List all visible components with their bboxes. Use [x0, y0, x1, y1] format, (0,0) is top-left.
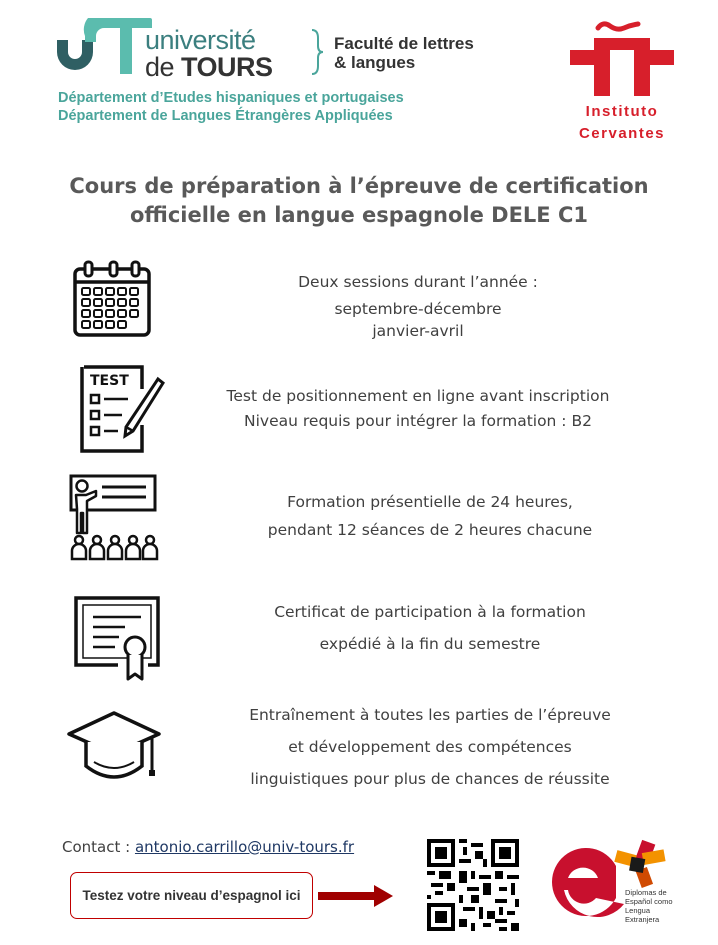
title-line2: officielle en langue espagnole DELE C1 [130, 203, 588, 227]
svg-text:TEST: TEST [90, 373, 129, 389]
row-sessions [180, 271, 656, 342]
dele-line: Extranjera [625, 915, 660, 924]
calendar-icon [72, 260, 152, 338]
row-certificate-line: Certificat de participation à la formation [274, 603, 586, 621]
row-sessions-line: janvier-avril [372, 322, 464, 340]
row-sessions-line: Deux sessions durant l’année : [298, 273, 538, 291]
dele-line: Diplomas de [625, 888, 667, 897]
dept-line2: Département de Langues Étrangères Appliquées [58, 108, 393, 124]
cervantes-line2: Cervantes [578, 125, 666, 142]
univ-line2 [145, 54, 273, 81]
faculty-line2: & langues [334, 53, 416, 72]
universite-tours-wordmark [145, 27, 273, 81]
contact-label: Contact : [62, 838, 135, 856]
dele-line: Español como [625, 897, 673, 906]
row-training-line: pendant 12 séances de 2 heures chacune [267, 521, 593, 539]
page-title [20, 172, 698, 230]
row-training [192, 488, 668, 544]
row-test-line: Niveau requis pour intégrer la formation : B2 [244, 412, 592, 430]
departments [58, 89, 404, 125]
contact [62, 838, 354, 856]
classroom-icon [68, 473, 160, 561]
row-preparation-line: linguistiques pour plus de chances de réussite [250, 770, 610, 788]
univ-line1: université [145, 25, 256, 55]
dele-line: Lengua [625, 906, 651, 915]
row-test-line: Test de positionnement en ligne avant inscription [226, 387, 610, 405]
title-line1: Cours de préparation à l’épreuve de certification [69, 174, 649, 198]
cervantes-line1: Instituto [585, 103, 659, 120]
cervantes-name [560, 101, 684, 145]
arrow-right-icon [318, 884, 394, 908]
faculty-name [334, 34, 474, 72]
test-level-button[interactable]: Testez votre niveau d’espagnol ici [70, 872, 313, 919]
row-preparation [192, 699, 668, 795]
brace-icon [310, 28, 324, 76]
dept-line1: Département d’Etudes hispaniques et portugaises [58, 90, 404, 106]
row-sessions-line: septembre-décembre [334, 300, 502, 318]
row-preparation-line: et développement des compétences [288, 738, 572, 756]
univ-tours: TOURS [181, 52, 273, 82]
dele-caption [625, 888, 673, 924]
qr-code-icon[interactable] [427, 839, 519, 931]
test-checklist-icon [78, 365, 166, 453]
row-certificate-line: expédié à la fin du semestre [319, 635, 541, 653]
row-certificate [192, 596, 668, 660]
row-preparation-line: Entraînement à toutes les parties de l’épreuve [249, 706, 611, 724]
row-training-line: Formation présentielle de 24 heures, [287, 493, 573, 511]
instituto-cervantes-logo-icon [568, 20, 676, 96]
faculty-line1: Faculté de lettres [334, 34, 474, 53]
univ-de: de [145, 52, 182, 82]
certificate-icon [73, 595, 161, 681]
contact-email-link[interactable]: antonio.carrillo@univ-tours.fr [134, 838, 355, 856]
universite-tours-logo-icon [55, 14, 155, 76]
graduation-cap-icon [66, 710, 162, 782]
row-test [180, 384, 656, 434]
